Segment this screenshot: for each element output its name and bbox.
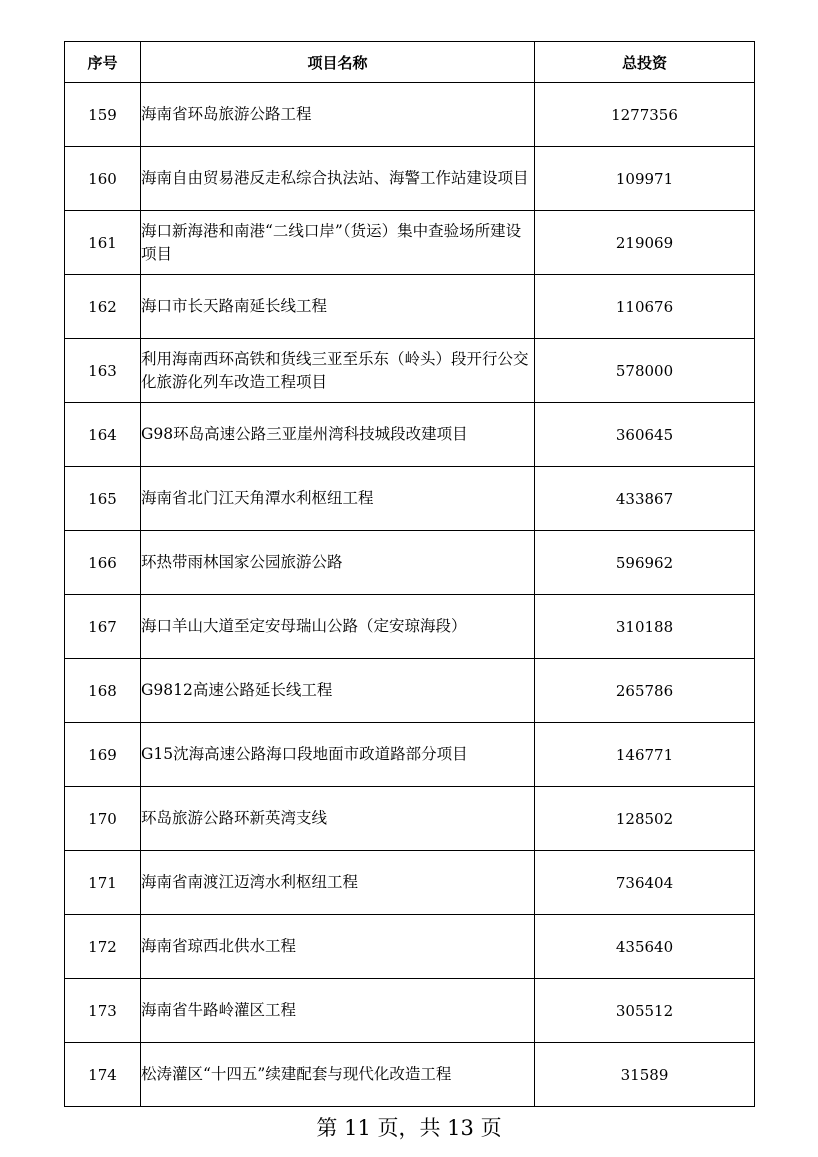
- row-index: 165: [65, 467, 141, 531]
- row-index: 169: [65, 723, 141, 787]
- header-total-investment: 总投资: [535, 42, 755, 83]
- header-index: 序号: [65, 42, 141, 83]
- row-investment: 1277356: [535, 83, 755, 147]
- page-footer: [0, 1112, 818, 1142]
- row-investment: 31589: [535, 1043, 755, 1107]
- row-project-name: 海南自由贸易港反走私综合执法站、海警工作站建设项目: [141, 147, 535, 211]
- row-index: 164: [65, 403, 141, 467]
- row-investment: 109971: [535, 147, 755, 211]
- row-project-name: 松涛灌区“十四五”续建配套与现代化改造工程: [141, 1043, 535, 1107]
- row-index: 171: [65, 851, 141, 915]
- row-index: 161: [65, 211, 141, 275]
- table-row: [65, 723, 755, 787]
- row-index: 159: [65, 83, 141, 147]
- row-investment: 596962: [535, 531, 755, 595]
- row-project-name: 海口市长天路南延长线工程: [141, 275, 535, 339]
- table-row: [65, 851, 755, 915]
- table-row: [65, 787, 755, 851]
- page-number-text: 第 11 页，共 13 页: [316, 1116, 502, 1140]
- header-project-name: 项目名称: [141, 42, 535, 83]
- row-investment: 433867: [535, 467, 755, 531]
- row-investment: 360645: [535, 403, 755, 467]
- table-row: [65, 275, 755, 339]
- row-investment: 736404: [535, 851, 755, 915]
- row-index: 173: [65, 979, 141, 1043]
- table-row: [65, 595, 755, 659]
- table-row: [65, 211, 755, 275]
- row-investment: 310188: [535, 595, 755, 659]
- table-row: [65, 147, 755, 211]
- row-project-name: 海口新海港和南港“二线口岸”（货运）集中查验场所建设项目: [141, 211, 535, 275]
- row-index: 172: [65, 915, 141, 979]
- row-investment: 435640: [535, 915, 755, 979]
- table-row: [65, 915, 755, 979]
- row-project-name: 海南省环岛旅游公路工程: [141, 83, 535, 147]
- row-investment: 219069: [535, 211, 755, 275]
- table-header-row: [65, 42, 755, 83]
- row-investment: 578000: [535, 339, 755, 403]
- table-row: [65, 979, 755, 1043]
- row-project-name: 海南省北门江天角潭水利枢纽工程: [141, 467, 535, 531]
- row-index: 160: [65, 147, 141, 211]
- row-project-name: G15沈海高速公路海口段地面市政道路部分项目: [141, 723, 535, 787]
- table-row: [65, 339, 755, 403]
- table-row: [65, 531, 755, 595]
- row-project-name: 环热带雨林国家公园旅游公路: [141, 531, 535, 595]
- row-project-name: 海南省南渡江迈湾水利枢纽工程: [141, 851, 535, 915]
- row-investment: 110676: [535, 275, 755, 339]
- row-project-name: 海南省牛路岭灌区工程: [141, 979, 535, 1043]
- row-project-name: G9812高速公路延长线工程: [141, 659, 535, 723]
- row-investment: 265786: [535, 659, 755, 723]
- table-row: [65, 659, 755, 723]
- table-row: [65, 403, 755, 467]
- table-row: [65, 1043, 755, 1107]
- row-index: 166: [65, 531, 141, 595]
- project-table: [64, 41, 755, 1107]
- row-index: 162: [65, 275, 141, 339]
- row-index: 168: [65, 659, 141, 723]
- row-index: 170: [65, 787, 141, 851]
- row-project-name: 环岛旅游公路环新英湾支线: [141, 787, 535, 851]
- table-row: [65, 83, 755, 147]
- row-investment: 305512: [535, 979, 755, 1043]
- row-project-name: 海南省琼西北供水工程: [141, 915, 535, 979]
- row-project-name: G98环岛高速公路三亚崖州湾科技城段改建项目: [141, 403, 535, 467]
- row-investment: 128502: [535, 787, 755, 851]
- row-project-name: 海口羊山大道至定安母瑞山公路（定安琼海段）: [141, 595, 535, 659]
- row-investment: 146771: [535, 723, 755, 787]
- row-project-name: 利用海南西环高铁和货线三亚至乐东（岭头）段开行公交化旅游化列车改造工程项目: [141, 339, 535, 403]
- row-index: 174: [65, 1043, 141, 1107]
- row-index: 163: [65, 339, 141, 403]
- row-index: 167: [65, 595, 141, 659]
- table-row: [65, 467, 755, 531]
